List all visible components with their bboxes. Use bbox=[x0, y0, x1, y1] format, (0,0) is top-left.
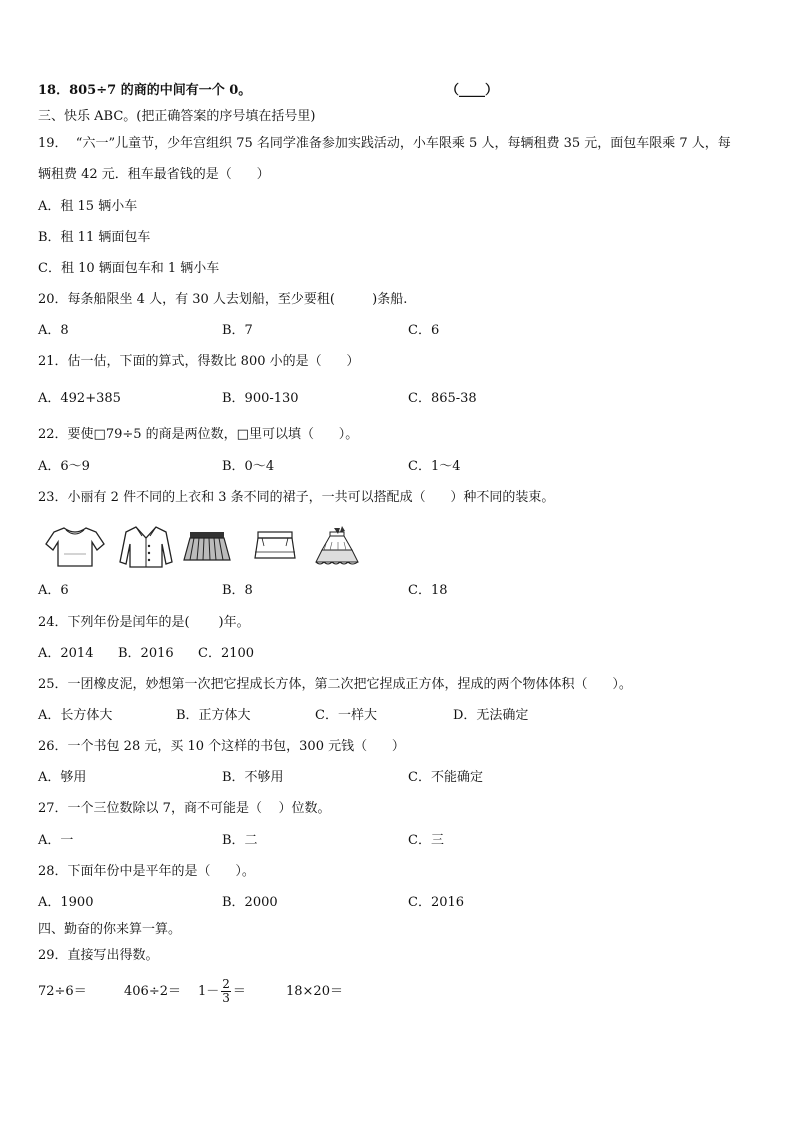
section-4-heading: 四、勤奋的你来算一算。 bbox=[38, 922, 182, 937]
q24-option-c: C．2100 bbox=[198, 646, 255, 661]
q29-calc-1: 72÷6＝ bbox=[38, 984, 87, 999]
q21-text: 21．估一估，下面的算式，得数比 800 小的是（ ） bbox=[38, 354, 360, 369]
q29-text: 29．直接写出得数。 bbox=[38, 948, 159, 963]
q26-text: 26．一个书包 28 元，买 10 个这样的书包，300 元钱（ ） bbox=[38, 739, 405, 754]
q20-option-b: B．7 bbox=[222, 323, 253, 338]
fraction-two-thirds bbox=[221, 978, 231, 1005]
q23-option-b: B．8 bbox=[222, 583, 253, 598]
q19-option-b: B．租 11 辆面包车 bbox=[38, 230, 151, 245]
q28-option-a: A．1900 bbox=[38, 895, 94, 910]
q29-calc-3 bbox=[198, 972, 246, 1012]
shirt-illustration bbox=[44, 524, 106, 570]
q24-option-a: A．2014 bbox=[38, 646, 94, 661]
q20-option-a: A．8 bbox=[38, 323, 69, 338]
q25-option-a: A．长方体大 bbox=[38, 708, 113, 723]
pleated-skirt-illustration bbox=[182, 524, 232, 570]
q29-calc-2: 406÷2＝ bbox=[124, 984, 181, 999]
q22-text: 22．要使□79÷5 的商是两位数，□里可以填（ ）。 bbox=[38, 427, 359, 442]
fraction-denominator: 3 bbox=[222, 991, 230, 1005]
q21-option-b: B．900-130 bbox=[222, 391, 299, 406]
q22-option-a: A．6～9 bbox=[38, 459, 90, 474]
q24-option-b: B．2016 bbox=[118, 646, 174, 661]
q27-option-a: A．一 bbox=[38, 833, 74, 848]
q29-calc-3-suffix: ＝ bbox=[232, 984, 246, 999]
jacket-illustration bbox=[118, 524, 174, 570]
q19-line1: 19． “六一”儿童节，少年宫组织 75 名同学准备参加实践活动，小车限乘 5 人，每辆租费 35 元，面包车限乘 7 人，每 bbox=[38, 136, 731, 151]
q27-option-c: C．三 bbox=[408, 833, 444, 848]
q19-line2: 辆租费 42 元．租车最省钱的是（ ） bbox=[38, 167, 270, 182]
q26-option-b: B．不够用 bbox=[222, 770, 284, 785]
mini-skirt-illustration bbox=[252, 524, 298, 570]
q28-option-b: B．2000 bbox=[222, 895, 278, 910]
q29-calc-4: 18×20＝ bbox=[286, 984, 343, 999]
q23-option-c: C．18 bbox=[408, 583, 448, 598]
q29-calc-3-prefix: 1－ bbox=[198, 984, 220, 999]
q23-option-a: A．6 bbox=[38, 583, 69, 598]
q19-option-c: C．租 10 辆面包车和 1 辆小车 bbox=[38, 261, 220, 276]
q21-option-c: C．865-38 bbox=[408, 391, 477, 406]
q26-option-c: C．不能确定 bbox=[408, 770, 483, 785]
q20-text: 20．每条船限坐 4 人，有 30 人去划船，至少要租( )条船. bbox=[38, 292, 408, 307]
q18-answer-paren: （____） bbox=[446, 83, 499, 98]
q25-option-c: C．一样大 bbox=[315, 708, 377, 723]
q22-option-c: C．1～4 bbox=[408, 459, 461, 474]
q26-option-a: A．够用 bbox=[38, 770, 87, 785]
q24-text: 24．下列年份是闰年的是( )年。 bbox=[38, 615, 250, 630]
q18-text: 18．805÷7 的商的中间有一个 0。 bbox=[38, 83, 252, 98]
q28-text: 28．下面年份中是平年的是（ ）。 bbox=[38, 864, 255, 879]
fraction-numerator: 2 bbox=[222, 977, 230, 991]
q25-text: 25．一团橡皮泥，妙想第一次把它捏成长方体，第二次把它捏成正方体，捏成的两个物体体积（ ）。 bbox=[38, 677, 632, 692]
q23-text: 23．小丽有 2 件不同的上衣和 3 条不同的裙子，一共可以搭配成（ ）种不同的装束。 bbox=[38, 490, 555, 505]
q21-option-a: A．492+385 bbox=[38, 391, 121, 406]
q25-option-d: D．无法确定 bbox=[453, 708, 529, 723]
q27-option-b: B．二 bbox=[222, 833, 258, 848]
ruffled-skirt-illustration bbox=[312, 524, 362, 570]
q20-option-c: C．6 bbox=[408, 323, 440, 338]
q25-option-b: B．正方体大 bbox=[176, 708, 251, 723]
q28-option-c: C．2016 bbox=[408, 895, 465, 910]
q27-text: 27．一个三位数除以 7，商不可能是（ ）位数。 bbox=[38, 801, 331, 816]
section-3-heading: 三、快乐 ABC。(把正确答案的序号填在括号里) bbox=[38, 109, 316, 124]
q19-option-a: A．租 15 辆小车 bbox=[38, 199, 138, 214]
q22-option-b: B．0～4 bbox=[222, 459, 275, 474]
